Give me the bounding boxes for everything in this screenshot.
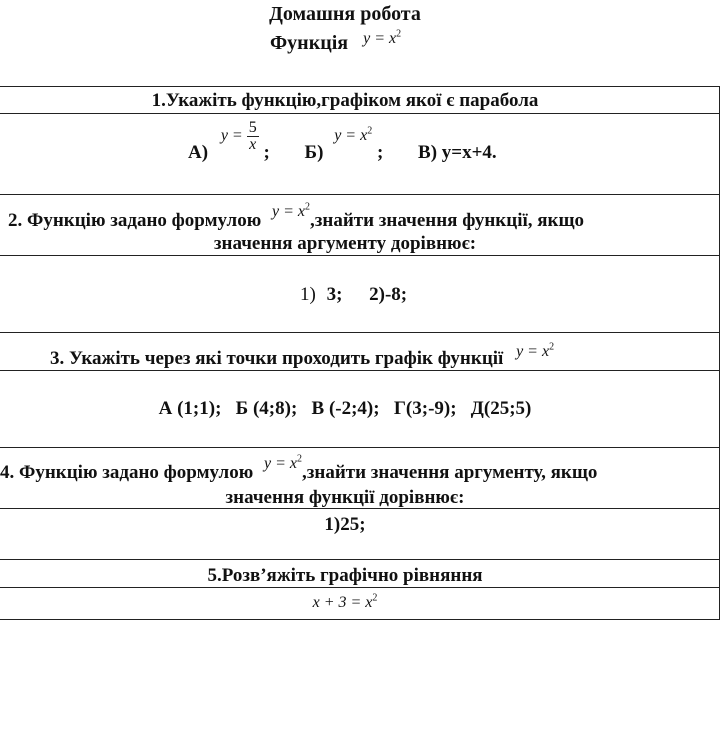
option-c: В) y=x+4. xyxy=(418,142,497,164)
question-3-formula xyxy=(516,343,554,360)
table-border-line xyxy=(0,194,720,195)
fraction-numerator: 5 xyxy=(248,119,257,136)
table-border-line xyxy=(0,587,720,588)
question-1: 1.Укажіть функцію,графіком якої є парабола xyxy=(151,90,539,111)
formula-exponent: 2 xyxy=(549,341,555,353)
question-4-text: 4. Функцію задано формулою xyxy=(0,462,254,483)
question-4-formula xyxy=(264,455,302,472)
formula-lhs: y = x xyxy=(263,455,297,472)
formula-lhs: y = x xyxy=(516,343,550,360)
formula-lhs: y = x xyxy=(363,30,397,47)
table-border-line xyxy=(0,255,720,256)
question-4-answer: 1)25; xyxy=(324,514,366,535)
table-border-line xyxy=(0,332,720,333)
separator: ; xyxy=(263,142,270,164)
question-5: 5.Розв’яжіть графічно рівняння xyxy=(207,565,483,586)
subtitle-formula xyxy=(363,30,401,47)
question-2-text-cont: ,знайти значення функції, якщо xyxy=(309,210,585,231)
question-2-formula xyxy=(272,203,310,220)
table-border-line xyxy=(0,619,720,620)
subtitle-text: Функція xyxy=(270,32,349,54)
fraction xyxy=(247,120,259,153)
formula-exponent: 2 xyxy=(304,201,310,213)
table-border-line xyxy=(0,113,720,114)
answer-1-value: 3; xyxy=(326,284,343,305)
option-a-label: А) xyxy=(188,142,209,164)
option-a-formula xyxy=(220,119,259,153)
question-1-options xyxy=(188,119,497,164)
question-4-text-cont: ,знайти значення аргументу, якщо xyxy=(301,462,598,483)
question-2-answers xyxy=(300,284,407,306)
question-2-line-1 xyxy=(8,200,585,231)
formula-lhs: y = x xyxy=(271,203,305,220)
equation-exponent: 2 xyxy=(372,593,378,604)
question-2-text: 2. Функцію задано формулою xyxy=(8,210,262,231)
table-border-line xyxy=(0,559,720,560)
question-4-line-1 xyxy=(0,452,598,483)
page-title: Домашня робота xyxy=(269,3,421,25)
formula-exponent: 2 xyxy=(367,125,373,137)
separator: ; xyxy=(376,142,384,164)
equation-text: x + 3 = x xyxy=(312,594,373,612)
question-4-line-2: значення функції дорівнює: xyxy=(225,487,465,508)
question-3 xyxy=(50,340,555,369)
question-5-equation xyxy=(0,593,690,612)
option-b-formula xyxy=(334,127,372,144)
question-3-answers: А (1;1); Б (4;8); В (-2;4); Г(3;-9); Д(25;5) xyxy=(158,398,532,419)
table-border-line xyxy=(0,447,720,448)
question-2-line-2: значення аргументу дорівнює: xyxy=(213,233,477,254)
answer-2: 2)-8; xyxy=(369,284,408,305)
table-border-line xyxy=(0,370,720,371)
answer-1-number: 1) xyxy=(300,284,316,305)
page-subtitle xyxy=(270,28,402,55)
formula-exponent: 2 xyxy=(396,28,402,40)
table-border-line xyxy=(0,86,720,87)
option-b-label: Б) xyxy=(304,142,324,164)
question-3-text: 3. Укажіть через які точки проходить графік функції xyxy=(50,348,504,369)
option-a-lhs: y = xyxy=(220,127,243,145)
formula-exponent: 2 xyxy=(296,453,302,465)
formula-lhs: y = x xyxy=(334,127,368,145)
fraction-denominator: x xyxy=(249,136,257,153)
